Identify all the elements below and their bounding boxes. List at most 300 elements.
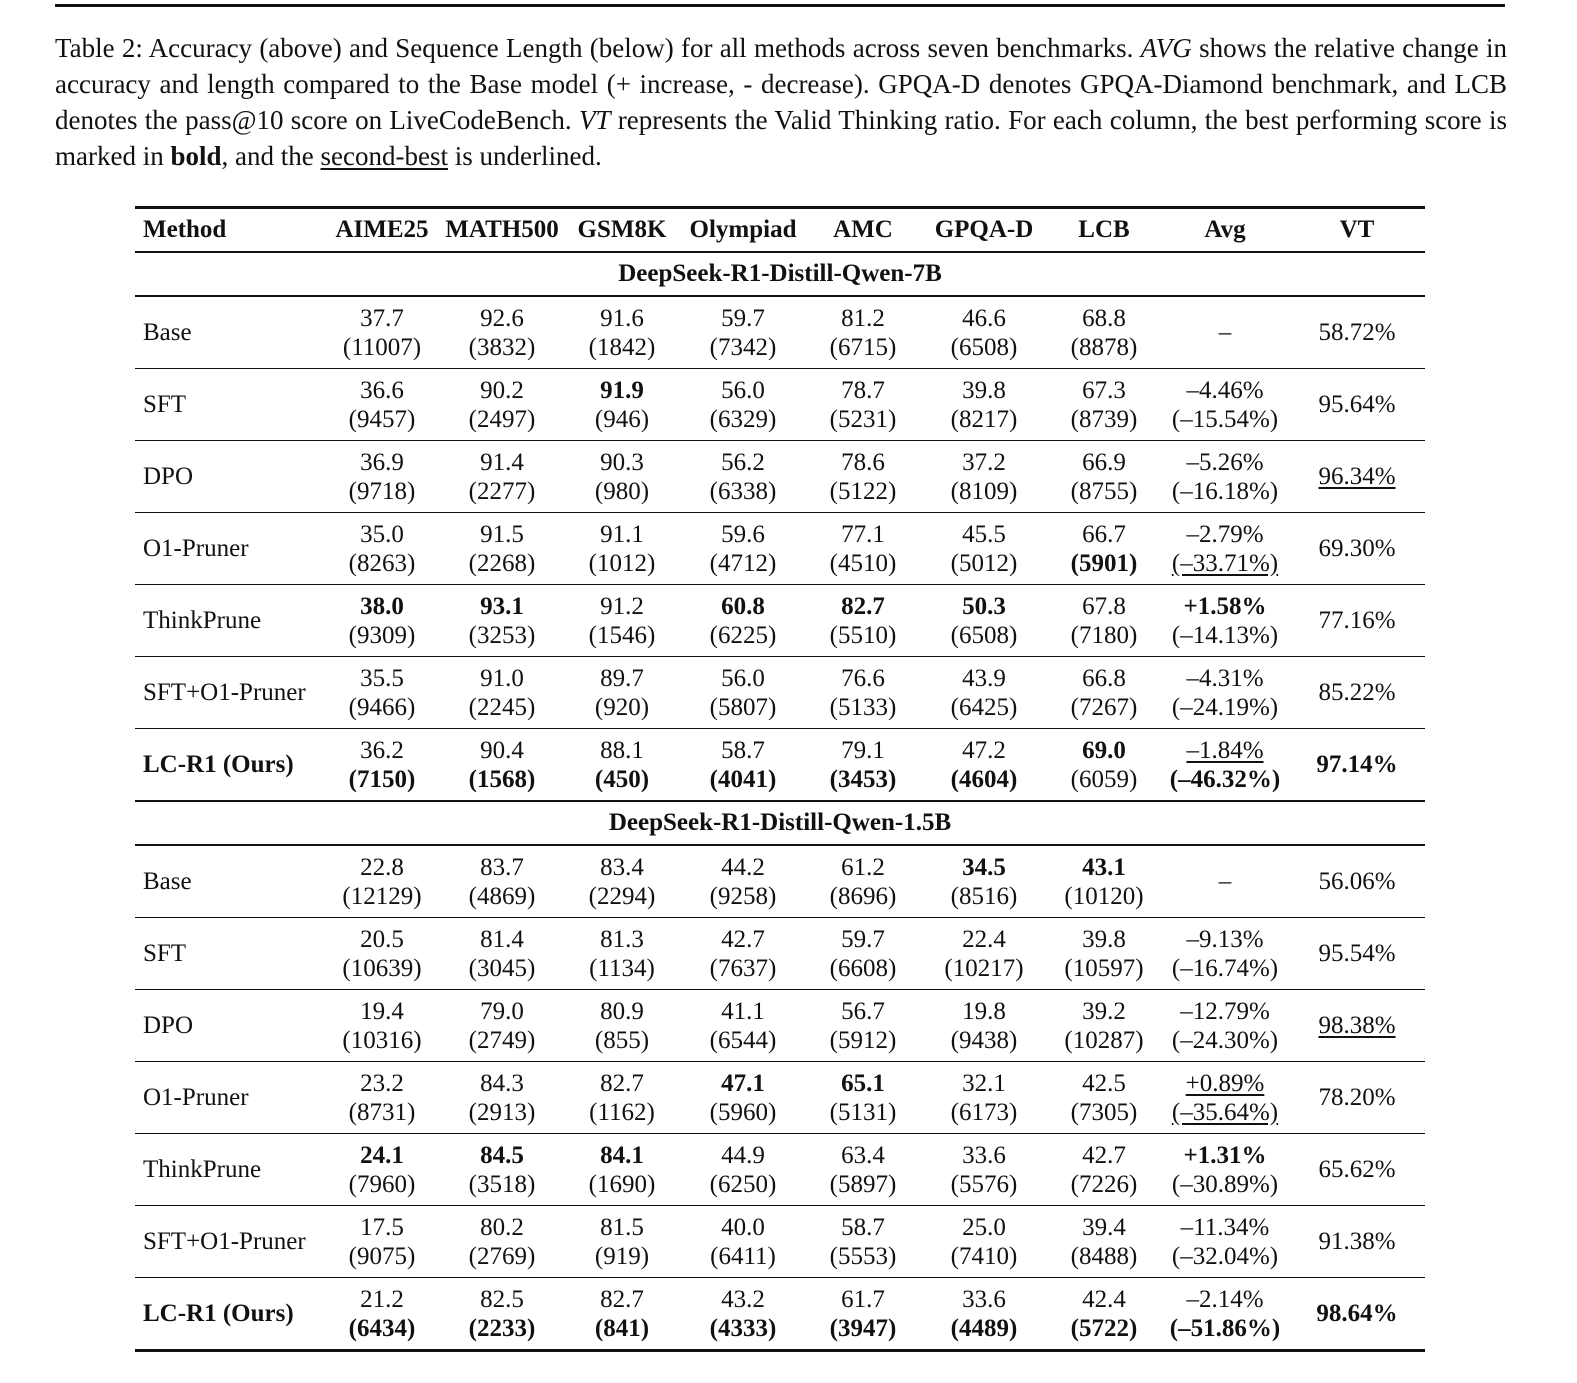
header-row — [135, 208, 1425, 253]
avg-cell — [1161, 441, 1289, 513]
vt-cell — [1289, 845, 1425, 918]
score-cell — [441, 1062, 563, 1134]
accuracy-value: 47.1 — [721, 1069, 765, 1097]
accuracy-value: 78.6 — [841, 448, 885, 476]
length-value: (–35.64%) — [1171, 1098, 1279, 1126]
accuracy-value: 59.7 — [721, 304, 765, 332]
avg-cell — [1161, 369, 1289, 441]
score-cell — [323, 845, 441, 918]
score-cell — [681, 1278, 805, 1351]
length-value: (8731) — [348, 1098, 416, 1126]
accuracy-value: 88.1 — [600, 736, 644, 764]
length-value: (9258) — [709, 882, 777, 910]
accuracy-value: 91.0 — [480, 664, 524, 692]
score-cell — [441, 657, 563, 729]
vt-value: 69.30% — [1318, 535, 1396, 562]
score-cell — [441, 369, 563, 441]
length-value: (4333) — [709, 1314, 777, 1342]
method-name: O1-Pruner — [135, 1062, 323, 1134]
score-cell — [921, 585, 1047, 657]
accuracy-value: 19.4 — [360, 997, 404, 1025]
accuracy-value: 46.6 — [962, 304, 1006, 332]
length-value: (4041) — [709, 765, 777, 793]
method-name: O1-Pruner — [135, 513, 323, 585]
accuracy-value: –4.46% — [1186, 376, 1264, 404]
score-cell — [681, 729, 805, 802]
avg-cell — [1161, 918, 1289, 990]
length-value: (2497) — [468, 405, 536, 433]
accuracy-value: 80.9 — [600, 997, 644, 1025]
length-value: (–16.74%) — [1171, 954, 1279, 982]
avg-cell — [1161, 1134, 1289, 1206]
group-title-row — [135, 801, 1425, 845]
score-cell — [563, 1278, 681, 1351]
length-value: (5012) — [950, 549, 1018, 577]
score-cell — [323, 441, 441, 513]
accuracy-value: 78.7 — [841, 376, 885, 404]
accuracy-value: 32.1 — [962, 1069, 1006, 1097]
length-value: (7226) — [1070, 1170, 1138, 1198]
length-value: (10597) — [1064, 954, 1144, 982]
caption-text-1: Accuracy (above) and Sequence Length (below) for all methods across seven benchmarks. — [148, 33, 1134, 63]
vt-cell — [1289, 369, 1425, 441]
caption-vt-term: VT — [578, 105, 611, 135]
accuracy-value: 34.5 — [962, 853, 1006, 881]
length-value: (5722) — [1070, 1314, 1138, 1342]
vt-value: 78.20% — [1318, 1084, 1396, 1111]
accuracy-value: 37.2 — [962, 448, 1006, 476]
accuracy-value: – — [1218, 319, 1232, 346]
score-cell — [921, 369, 1047, 441]
method-name: LC-R1 (Ours) — [135, 1278, 323, 1351]
accuracy-value: 41.1 — [721, 997, 765, 1025]
score-cell — [441, 918, 563, 990]
vt-value: 95.64% — [1318, 391, 1396, 418]
length-value: (2245) — [468, 693, 536, 721]
vt-cell — [1289, 1062, 1425, 1134]
length-value: (4510) — [829, 549, 897, 577]
accuracy-value: –2.14% — [1186, 1285, 1264, 1313]
accuracy-value: 80.2 — [480, 1213, 524, 1241]
score-cell — [1047, 1206, 1161, 1278]
method-name: DPO — [135, 990, 323, 1062]
length-value: (8516) — [950, 882, 1018, 910]
header-math500: MATH500 — [441, 208, 563, 253]
table-row — [135, 1134, 1425, 1206]
accuracy-value: 42.5 — [1082, 1069, 1126, 1097]
length-value: (3518) — [468, 1170, 536, 1198]
length-value: (9466) — [348, 693, 416, 721]
accuracy-value: –1.84% — [1186, 736, 1264, 764]
accuracy-value: 67.3 — [1082, 376, 1126, 404]
header-avg: Avg — [1161, 208, 1289, 253]
length-value: (6425) — [950, 693, 1018, 721]
length-value: (1568) — [468, 765, 536, 793]
vt-cell — [1289, 513, 1425, 585]
length-value: (6059) — [1070, 765, 1138, 793]
score-cell — [563, 729, 681, 802]
accuracy-value: 84.1 — [600, 1141, 644, 1169]
score-cell — [681, 990, 805, 1062]
score-cell — [563, 990, 681, 1062]
score-cell — [805, 369, 921, 441]
length-value: (2268) — [468, 549, 536, 577]
accuracy-value: 39.4 — [1082, 1213, 1126, 1241]
length-value: (5122) — [829, 477, 897, 505]
vt-value: 97.14% — [1316, 751, 1398, 778]
score-cell — [805, 990, 921, 1062]
avg-cell — [1161, 1278, 1289, 1351]
accuracy-value: 56.0 — [721, 376, 765, 404]
score-cell — [563, 1134, 681, 1206]
score-cell — [805, 513, 921, 585]
length-value: (5897) — [829, 1170, 897, 1198]
accuracy-value: 89.7 — [600, 664, 644, 692]
method-name: SFT+O1-Pruner — [135, 1206, 323, 1278]
score-cell — [563, 1206, 681, 1278]
accuracy-value: –9.13% — [1186, 925, 1264, 953]
score-cell — [323, 1062, 441, 1134]
accuracy-value: 39.8 — [962, 376, 1006, 404]
method-name: SFT — [135, 369, 323, 441]
vt-cell — [1289, 1206, 1425, 1278]
method-name: Base — [135, 296, 323, 369]
vt-value: 56.06% — [1318, 868, 1396, 895]
length-value: (6508) — [950, 333, 1018, 361]
table-caption — [55, 30, 1507, 174]
accuracy-value: 35.5 — [360, 664, 404, 692]
group-title-row — [135, 252, 1425, 296]
accuracy-value: 39.8 — [1082, 925, 1126, 953]
length-value: (7180) — [1070, 621, 1138, 649]
score-cell — [1047, 585, 1161, 657]
accuracy-value: 82.7 — [600, 1285, 644, 1313]
score-cell — [563, 1062, 681, 1134]
accuracy-value: 91.4 — [480, 448, 524, 476]
accuracy-value: 43.2 — [721, 1285, 765, 1313]
score-cell — [323, 1278, 441, 1351]
length-value: (2749) — [468, 1026, 536, 1054]
score-cell — [1047, 296, 1161, 369]
score-cell — [805, 441, 921, 513]
method-name: SFT+O1-Pruner — [135, 657, 323, 729]
length-value: (8878) — [1070, 333, 1138, 361]
accuracy-value: –12.79% — [1180, 997, 1270, 1025]
accuracy-value: 82.5 — [480, 1285, 524, 1313]
score-cell — [1047, 729, 1161, 802]
caption-underline-word: second-best — [320, 141, 448, 171]
length-value: (4712) — [709, 549, 777, 577]
accuracy-value: 59.6 — [721, 520, 765, 548]
avg-cell — [1161, 1062, 1289, 1134]
method-name: DPO — [135, 441, 323, 513]
score-cell — [563, 513, 681, 585]
accuracy-value: 36.9 — [360, 448, 404, 476]
accuracy-value: 21.2 — [360, 1285, 404, 1313]
length-value: (11007) — [342, 333, 422, 361]
avg-cell — [1161, 990, 1289, 1062]
vt-value: 98.64% — [1316, 1300, 1398, 1327]
accuracy-value: 67.8 — [1082, 592, 1126, 620]
vt-cell — [1289, 441, 1425, 513]
caption-text-2: shows the relative change in accuracy and length compared to the Base model (+ increase, - decrease). GPQA-D denotes GPQA-Diamond benchmark, and LCB denotes the pass@10 score on LiveCodeBench. — [55, 33, 1508, 135]
length-value: (12129) — [342, 882, 422, 910]
accuracy-value: 47.2 — [962, 736, 1006, 764]
length-value: (9309) — [348, 621, 416, 649]
header-olympiad: Olympiad — [681, 208, 805, 253]
header-method: Method — [135, 208, 323, 253]
score-cell — [681, 1134, 805, 1206]
length-value: (6544) — [709, 1026, 777, 1054]
score-cell — [805, 296, 921, 369]
score-cell — [563, 296, 681, 369]
vt-cell — [1289, 1134, 1425, 1206]
length-value: (–33.71%) — [1171, 549, 1279, 577]
model-group — [135, 801, 1425, 1351]
length-value: (7960) — [348, 1170, 416, 1198]
accuracy-value: 38.0 — [360, 592, 404, 620]
accuracy-value: 60.8 — [721, 592, 765, 620]
vt-value: 77.16% — [1318, 607, 1396, 634]
score-cell — [323, 918, 441, 990]
accuracy-value: 92.6 — [480, 304, 524, 332]
length-value: (2913) — [468, 1098, 536, 1126]
score-cell — [681, 441, 805, 513]
length-value: (9718) — [348, 477, 416, 505]
vt-cell — [1289, 918, 1425, 990]
header-gsm8k: GSM8K — [563, 208, 681, 253]
header-gpqa-d: GPQA-D — [921, 208, 1047, 253]
score-cell — [441, 845, 563, 918]
score-cell — [441, 729, 563, 802]
table-row — [135, 729, 1425, 802]
score-cell — [441, 1278, 563, 1351]
header-lcb: LCB — [1047, 208, 1161, 253]
accuracy-value: 45.5 — [962, 520, 1006, 548]
length-value: (–30.89%) — [1171, 1170, 1279, 1198]
score-cell — [681, 1062, 805, 1134]
length-value: (2233) — [468, 1314, 536, 1342]
accuracy-value: –4.31% — [1186, 664, 1264, 692]
length-value: (8739) — [1070, 405, 1138, 433]
accuracy-value: 19.8 — [962, 997, 1006, 1025]
method-name: ThinkPrune — [135, 1134, 323, 1206]
length-value: (8109) — [950, 477, 1018, 505]
accuracy-value: 83.4 — [600, 853, 644, 881]
score-cell — [563, 441, 681, 513]
accuracy-value: 91.2 — [600, 592, 644, 620]
accuracy-value: 20.5 — [360, 925, 404, 953]
accuracy-value: 17.5 — [360, 1213, 404, 1241]
length-value: (920) — [594, 693, 650, 721]
accuracy-value: 79.0 — [480, 997, 524, 1025]
length-value: (1012) — [588, 549, 656, 577]
length-value: (10287) — [1064, 1026, 1144, 1054]
score-cell — [563, 657, 681, 729]
caption-text-4: , and the — [221, 141, 314, 171]
length-value: (7410) — [950, 1242, 1018, 1270]
length-value: (–14.13%) — [1171, 621, 1279, 649]
vt-value: 91.38% — [1318, 1228, 1396, 1255]
accuracy-value: 90.2 — [480, 376, 524, 404]
score-cell — [805, 1206, 921, 1278]
caption-text-5: is underlined. — [454, 141, 602, 171]
accuracy-value: 90.4 — [480, 736, 524, 764]
length-value: (6608) — [829, 954, 897, 982]
accuracy-value: +0.89% — [1185, 1069, 1265, 1097]
accuracy-value: 65.1 — [841, 1069, 885, 1097]
accuracy-value: 91.6 — [600, 304, 644, 332]
length-value: (980) — [594, 477, 650, 505]
header-vt: VT — [1289, 208, 1425, 253]
length-value: (–51.86%) — [1169, 1314, 1281, 1342]
score-cell — [681, 657, 805, 729]
score-cell — [805, 1134, 921, 1206]
score-cell — [921, 441, 1047, 513]
length-value: (6225) — [709, 621, 777, 649]
model-group — [135, 252, 1425, 801]
score-cell — [323, 585, 441, 657]
accuracy-value: 59.7 — [841, 925, 885, 953]
accuracy-value: 33.6 — [962, 1141, 1006, 1169]
vt-value: 65.62% — [1318, 1156, 1396, 1183]
vt-cell — [1289, 657, 1425, 729]
avg-cell — [1161, 296, 1289, 369]
accuracy-value: 50.3 — [962, 592, 1006, 620]
score-cell — [441, 441, 563, 513]
accuracy-value: 22.4 — [962, 925, 1006, 953]
length-value: (–16.18%) — [1171, 477, 1279, 505]
score-cell — [921, 729, 1047, 802]
avg-cell — [1161, 845, 1289, 918]
vt-cell — [1289, 296, 1425, 369]
vt-cell — [1289, 1278, 1425, 1351]
accuracy-value: 82.7 — [841, 592, 885, 620]
accuracy-value: 42.7 — [1082, 1141, 1126, 1169]
accuracy-value: 42.7 — [721, 925, 765, 953]
score-cell — [441, 1134, 563, 1206]
score-cell — [1047, 990, 1161, 1062]
table-row — [135, 441, 1425, 513]
header-aime25: AIME25 — [323, 208, 441, 253]
length-value: (6715) — [829, 333, 897, 361]
table-row — [135, 990, 1425, 1062]
score-cell — [921, 657, 1047, 729]
score-cell — [1047, 513, 1161, 585]
length-value: (6329) — [709, 405, 777, 433]
length-value: (4604) — [950, 765, 1018, 793]
score-cell — [805, 729, 921, 802]
length-value: (5553) — [829, 1242, 897, 1270]
accuracy-value: 36.6 — [360, 376, 404, 404]
accuracy-value: 63.4 — [841, 1141, 885, 1169]
accuracy-value: 76.6 — [841, 664, 885, 692]
length-value: (6508) — [950, 621, 1018, 649]
method-name: Base — [135, 845, 323, 918]
table-row — [135, 513, 1425, 585]
length-value: (1134) — [589, 954, 655, 982]
length-value: (3947) — [829, 1314, 897, 1342]
accuracy-value: 43.1 — [1082, 853, 1126, 881]
accuracy-value: 77.1 — [841, 520, 885, 548]
length-value: (–15.54%) — [1171, 405, 1279, 433]
length-value: (2277) — [468, 477, 536, 505]
length-value: (5807) — [709, 693, 777, 721]
score-cell — [681, 1206, 805, 1278]
length-value: (10120) — [1064, 882, 1144, 910]
length-value: (450) — [594, 765, 650, 793]
length-value: (2769) — [468, 1242, 536, 1270]
length-value: (7305) — [1070, 1098, 1138, 1126]
accuracy-value: 42.4 — [1082, 1285, 1126, 1313]
table-row — [135, 585, 1425, 657]
score-cell — [563, 918, 681, 990]
score-cell — [1047, 441, 1161, 513]
score-cell — [681, 296, 805, 369]
length-value: (5912) — [829, 1026, 897, 1054]
length-value: (1546) — [588, 621, 656, 649]
accuracy-value: 37.7 — [360, 304, 404, 332]
accuracy-value: 61.7 — [841, 1285, 885, 1313]
accuracy-value: 93.1 — [480, 592, 524, 620]
score-cell — [1047, 1062, 1161, 1134]
length-value: (8217) — [950, 405, 1018, 433]
accuracy-value: 35.0 — [360, 520, 404, 548]
table-row — [135, 657, 1425, 729]
length-value: (5576) — [950, 1170, 1018, 1198]
length-value: (7637) — [709, 954, 777, 982]
length-value: (3832) — [468, 333, 536, 361]
score-cell — [323, 729, 441, 802]
length-value: (8755) — [1070, 477, 1138, 505]
length-value: (10217) — [944, 954, 1024, 982]
accuracy-value: 44.2 — [721, 853, 765, 881]
accuracy-value: 43.9 — [962, 664, 1006, 692]
score-cell — [681, 513, 805, 585]
caption-text-3: represents the Valid Thinking ratio. For each column, the best performing score is marked in — [55, 105, 1507, 171]
accuracy-value: 58.7 — [721, 736, 765, 764]
accuracy-value: 61.2 — [841, 853, 885, 881]
length-value: (4869) — [468, 882, 536, 910]
score-cell — [921, 296, 1047, 369]
score-cell — [681, 369, 805, 441]
length-value: (7342) — [709, 333, 777, 361]
length-value: (1162) — [589, 1098, 655, 1126]
accuracy-value: 56.0 — [721, 664, 765, 692]
accuracy-value: 66.7 — [1082, 520, 1126, 548]
length-value: (6411) — [710, 1242, 776, 1270]
vt-value: 95.54% — [1318, 940, 1396, 967]
table-row — [135, 845, 1425, 918]
vt-value: 96.34% — [1318, 463, 1396, 490]
score-cell — [323, 1206, 441, 1278]
score-cell — [921, 1134, 1047, 1206]
accuracy-value: – — [1218, 868, 1232, 895]
accuracy-value: 81.5 — [600, 1213, 644, 1241]
score-cell — [921, 1062, 1047, 1134]
length-value: (6250) — [709, 1170, 777, 1198]
group-title: DeepSeek-R1-Distill-Qwen-1.5B — [135, 801, 1425, 845]
score-cell — [921, 990, 1047, 1062]
score-cell — [323, 296, 441, 369]
score-cell — [681, 585, 805, 657]
score-cell — [921, 918, 1047, 990]
accuracy-value: 91.9 — [600, 376, 644, 404]
length-value: (4489) — [950, 1314, 1018, 1342]
accuracy-value: 69.0 — [1082, 736, 1126, 764]
length-value: (–46.32%) — [1169, 765, 1281, 793]
length-value: (6338) — [709, 477, 777, 505]
